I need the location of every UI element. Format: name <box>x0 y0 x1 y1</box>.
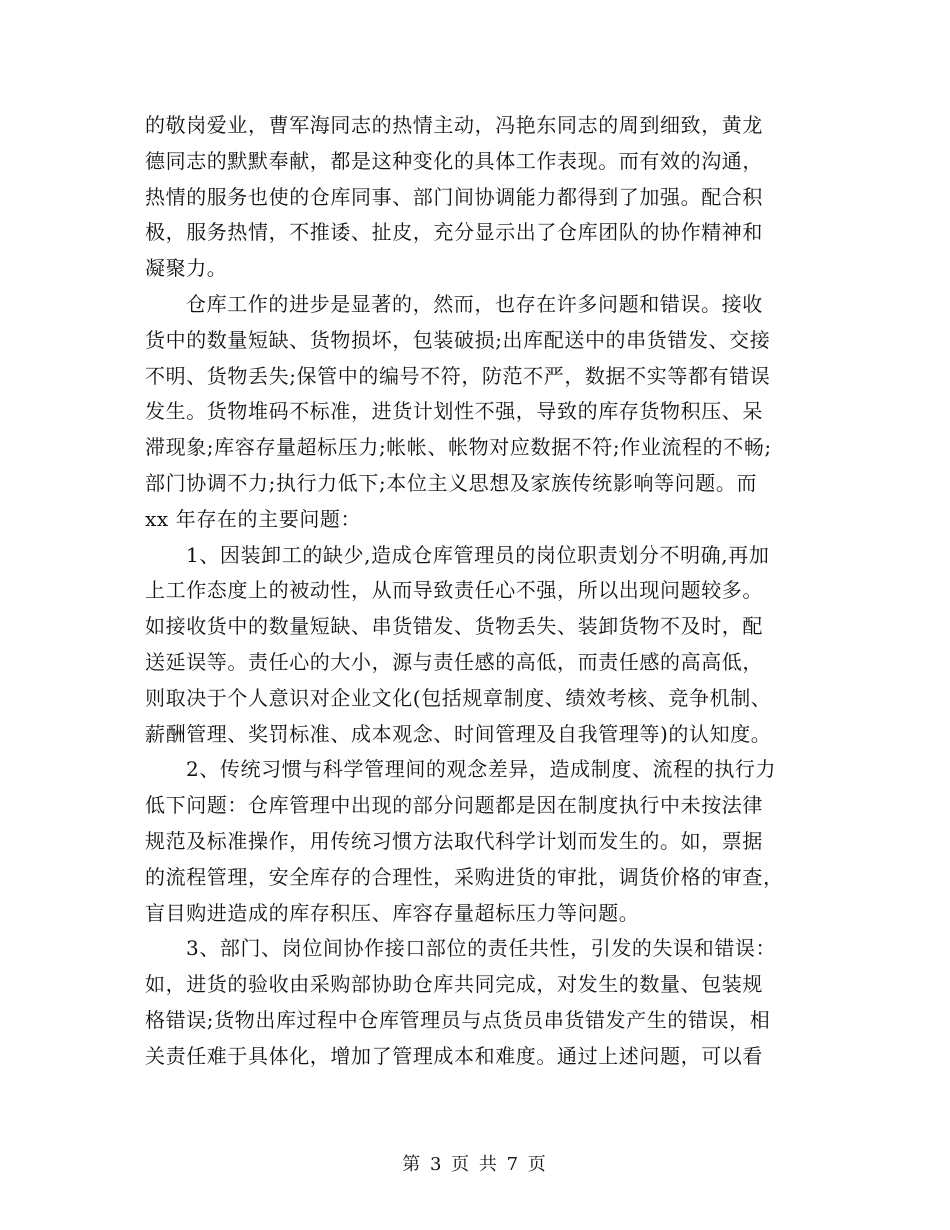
text-line: 不明、货物丢失;保管中的编号不符，防范不严，数据不实等都有错误 <box>145 363 771 388</box>
text-line: 则取决于个人意识对企业文化(包括规章制度、绩效考核、竞争机制、 <box>145 685 772 710</box>
text-line: 凝聚力。 <box>145 256 228 281</box>
text-line: xx 年存在的主要问题： <box>145 506 362 531</box>
text-line: 热情的服务也使的仓库同事、部门间协调能力都得到了加强。配合积 <box>145 184 763 209</box>
text-line: 发生。货物堆码不标准，进货计划性不强，导致的库存货物积压、呆 <box>145 399 763 424</box>
text-line: 的流程管理，安全库存的合理性，采购进货的审批，调货价格的审查， <box>145 864 784 889</box>
text-line: 送延误等。责任心的大小，源与责任感的高低，而责任感的高高低， <box>145 649 763 674</box>
text-line: 上工作态度上的被动性，从而导致责任心不强，所以出现问题较多。 <box>145 578 763 603</box>
text-line: 格错误;货物出库过程中仓库管理员与点货员串货错发产生的错误，相 <box>145 1007 771 1032</box>
text-line: 的敬岗爱业，曹军海同志的热情主动，冯艳东同志的周到细致，黄龙 <box>145 113 763 137</box>
text-line: 关责任难于具体化，增加了管理成本和难度。通过上述问题，可以看 <box>145 1043 763 1068</box>
document-body <box>145 108 815 1075</box>
text-line: 滞现象;库容存量超标压力;帐帐、帐物对应数据不符;作业流程的不畅; <box>145 435 772 460</box>
text-line: 1、因装卸工的缺少,造成仓库管理员的岗位职责划分不明确,再加 <box>186 542 770 567</box>
page-footer: 第 3 页 共 7 页 <box>402 1154 548 1175</box>
text-line: 仓库工作的进步是显著的，然而，也存在许多问题和错误。接收 <box>186 291 763 316</box>
text-line: 规范及标准操作，用传统习惯方法取代科学计划而发生的。如，票据 <box>145 828 763 853</box>
text-line: 货中的数量短缺、货物损坏，包装破损;出库配送中的串货错发、交接 <box>145 327 771 352</box>
text-line: 如接收货中的数量短缺、串货错发、货物丢失、装卸货物不及时，配 <box>145 614 763 639</box>
text-line: 盲目购进造成的库存积压、库容存量超标压力等问题。 <box>145 900 640 925</box>
text-line: 低下问题：仓库管理中出现的部分问题都是因在制度执行中未按法律 <box>145 793 763 818</box>
text-line: 如，进货的验收由采购部协助仓库共同完成，对发生的数量、包装规 <box>145 972 763 997</box>
text-line: 3、部门、岗位间协作接口部位的责任共性，引发的失误和错误： <box>186 936 777 961</box>
text-line: 极，服务热情，不推诿、扯皮，充分显示出了仓库团队的协作精神和 <box>145 220 763 245</box>
text-line: 2、传统习惯与科学管理间的观念差异，造成制度、流程的执行力 <box>186 757 777 782</box>
text-line: 部门协调不力;执行力低下;本位主义思想及家族传统影响等问题。而 <box>145 470 758 495</box>
text-line: 德同志的默默奉献，都是这种变化的具体工作表现。而有效的沟通， <box>145 148 763 173</box>
text-line: 薪酬管理、奖罚标准、成本观念、时间管理及自我管理等)的认知度。 <box>145 721 772 746</box>
